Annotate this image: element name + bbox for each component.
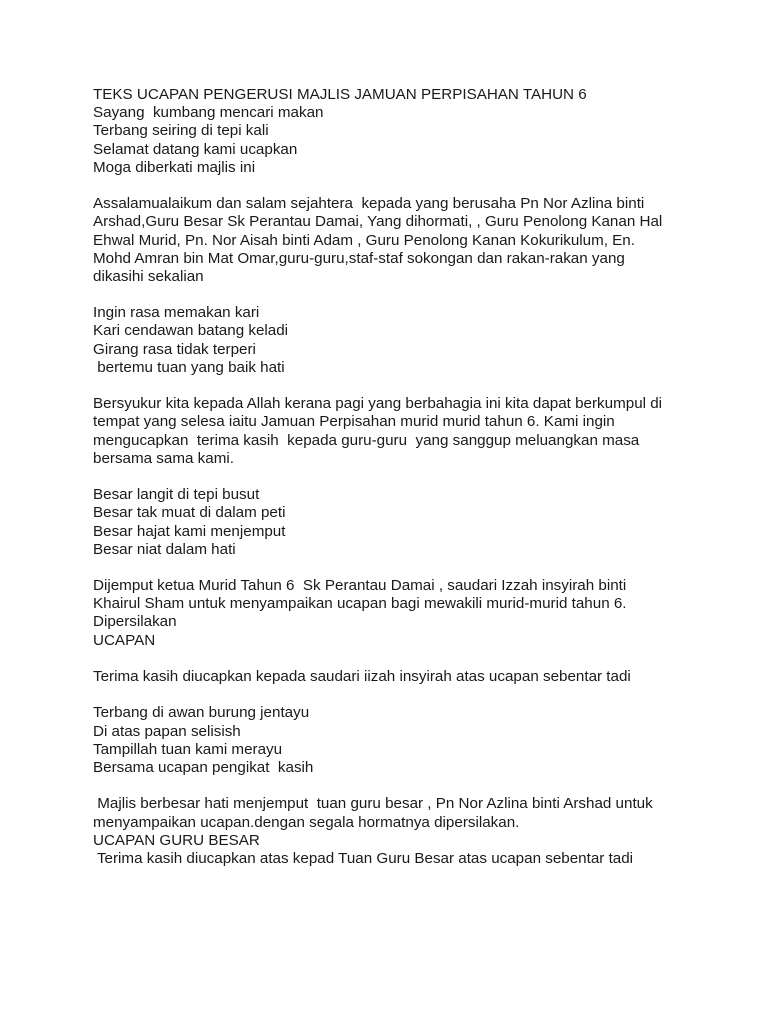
paragraph-line: dikasihi sekalian (93, 267, 204, 285)
paragraph-line: Dipersilakan (93, 613, 177, 631)
paragraph-line: mengucapkan terima kasih kepada guru-guru yang sanggup meluangkan masa (93, 431, 640, 449)
greeting-paragraph (93, 195, 733, 286)
pantun-block (93, 486, 733, 559)
invite-student-paragraph (93, 577, 733, 650)
invite-headmaster-paragraph (93, 795, 733, 868)
pantun-line: Besar hajat kami menjemput (93, 522, 286, 540)
pantun-line: Ingin rasa memakan kari (93, 304, 260, 322)
paragraph-line: menyampaikan ucapan.dengan segala hormatnya dipersilakan. (93, 813, 520, 831)
paragraph-line: Arshad,Guru Besar Sk Perantau Damai, Yang dihormati, , Guru Penolong Kanan Hal (93, 213, 663, 231)
pantun-line: Di atas papan selisish (93, 722, 241, 740)
paragraph-line: Majlis berbesar hati menjemput tuan guru besar , Pn Nor Azlina binti Arshad untuk (93, 795, 653, 813)
paragraph-line: Dijemput ketua Murid Tahun 6 Sk Perantau Damai , saudari Izzah insyirah binti (93, 577, 627, 595)
paragraph-line: bersama sama kami. (93, 449, 234, 467)
pantun-line: Terbang seiring di tepi kali (93, 122, 269, 140)
pantun-line: Selamat datang kami ucapkan (93, 140, 298, 158)
document-page (93, 86, 733, 886)
document-title: TEKS UCAPAN PENGERUSI MAJLIS JAMUAN PERPISAHAN TAHUN 6 (93, 86, 587, 103)
paragraph-line: Terima kasih diucapkan kepada saudari iizah insyirah atas ucapan sebentar tadi (93, 668, 631, 685)
pantun-line: Tampillah tuan kami merayu (93, 740, 283, 758)
pantun-block (93, 304, 733, 377)
pantun-line: Besar langit di tepi busut (93, 486, 260, 504)
title-block (93, 86, 733, 177)
pantun-block (93, 704, 733, 777)
paragraph-line: Assalamualaikum dan salam sejahtera kepada yang berusaha Pn Nor Azlina binti (93, 195, 645, 213)
section-heading: UCAPAN (93, 631, 156, 649)
paragraph-line: Khairul Sham untuk menyampaikan ucapan bagi mewakili murid-murid tahun 6. (93, 595, 627, 613)
thanks-student-paragraph (93, 668, 733, 686)
pantun-line: Besar niat dalam hati (93, 540, 236, 558)
section-heading: UCAPAN GURU BESAR (93, 831, 260, 849)
paragraph-line: Terima kasih diucapkan atas kepad Tuan Guru Besar atas ucapan sebentar tadi (93, 849, 634, 867)
pantun-line: Moga diberkati majlis ini (93, 158, 256, 176)
paragraph-line: Mohd Amran bin Mat Omar,guru-guru,staf-staf sokongan dan rakan-rakan yang (93, 249, 625, 267)
pantun-line: Kari cendawan batang keladi (93, 322, 289, 340)
gratitude-paragraph (93, 395, 733, 468)
paragraph-line: Ehwal Murid, Pn. Nor Aisah binti Adam , Guru Penolong Kanan Kokurikulum, En. (93, 231, 635, 249)
pantun-line: Terbang di awan burung jentayu (93, 704, 310, 722)
pantun-line: Girang rasa tidak terperi (93, 340, 256, 358)
pantun-line: Besar tak muat di dalam peti (93, 504, 286, 522)
pantun-line: bertemu tuan yang baik hati (93, 358, 285, 376)
paragraph-line: Bersyukur kita kepada Allah kerana pagi yang berbahagia ini kita dapat berkumpul di (93, 395, 663, 413)
paragraph-line: tempat yang selesa iaitu Jamuan Perpisahan murid murid tahun 6. Kami ingin (93, 413, 615, 431)
pantun-line: Sayang kumbang mencari makan (93, 104, 324, 122)
pantun-line: Bersama ucapan pengikat kasih (93, 758, 314, 776)
